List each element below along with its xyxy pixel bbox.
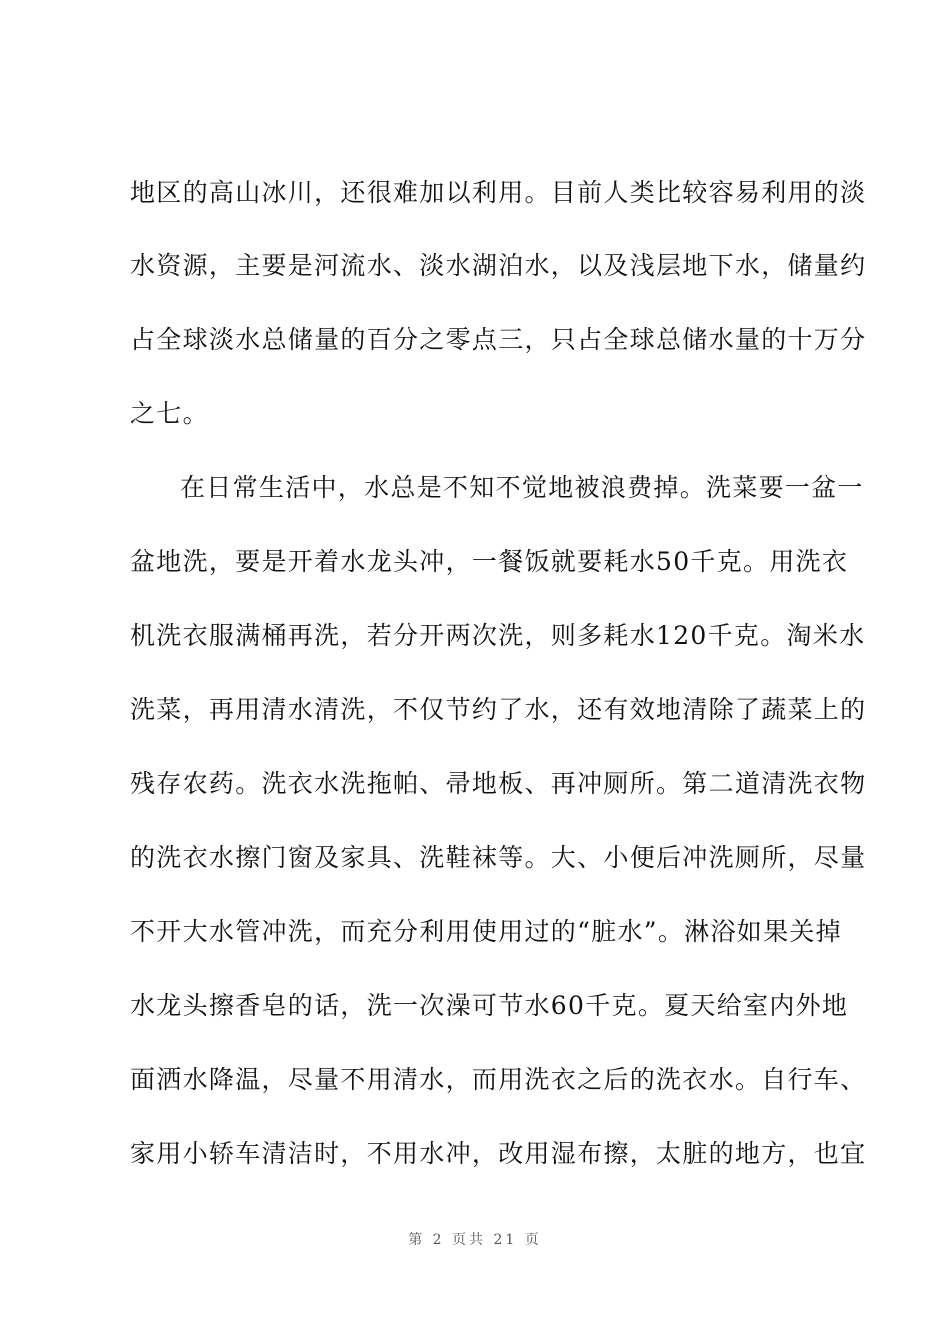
body-text-line: 残存农药。洗衣水洗拖帕、帚地板、再冲厕所。第二道清洗衣物 xyxy=(130,769,867,798)
body-text-line: 的洗衣水擦门窗及家具、洗鞋袜等。大、小便后冲洗厕所，尽量 xyxy=(130,843,867,872)
body-text-line: 水资源，主要是河流水、淡水湖泊水，以及浅层地下水，储量约 xyxy=(130,251,867,280)
body-text-line: 家用小轿车清洁时，不用水冲，改用湿布擦，太脏的地方，也宜 xyxy=(130,1139,867,1168)
body-text-line: 洗菜，再用清水清洗，不仅节约了水，还有效地清除了蔬菜上的 xyxy=(130,695,867,724)
body-text-line: 水龙头擦香皂的话，洗一次澡可节水60千克。夏天给室内外地 xyxy=(130,991,849,1020)
body-text-line: 面洒水降温，尽量不用清水，而用洗衣之后的洗衣水。自行车、 xyxy=(130,1065,867,1094)
body-text-line: 占全球淡水总储量的百分之零点三，只占全球总储水量的十万分 xyxy=(130,325,867,354)
body-text-line: 盆地洗，要是开着水龙头冲，一餐饭就要耗水50千克。用洗衣 xyxy=(130,547,849,576)
paragraph-first-line: 在日常生活中，水总是不知不觉地被浪费掉。洗菜要一盆一 xyxy=(180,473,864,502)
page-number-footer: 第 2 页共 21 页 xyxy=(408,1232,542,1248)
body-text-line: 地区的高山冰川，还很难加以利用。目前人类比较容易利用的淡 xyxy=(130,178,867,207)
body-text-line: 之七。 xyxy=(130,399,209,428)
body-text-line: 机洗衣服满桶再洗，若分开两次洗，则多耗水120千克。淘米水 xyxy=(130,621,866,650)
body-text-line: 不开大水管冲洗，而充分利用使用过的“脏水”。淋浴如果关掉 xyxy=(130,917,842,946)
